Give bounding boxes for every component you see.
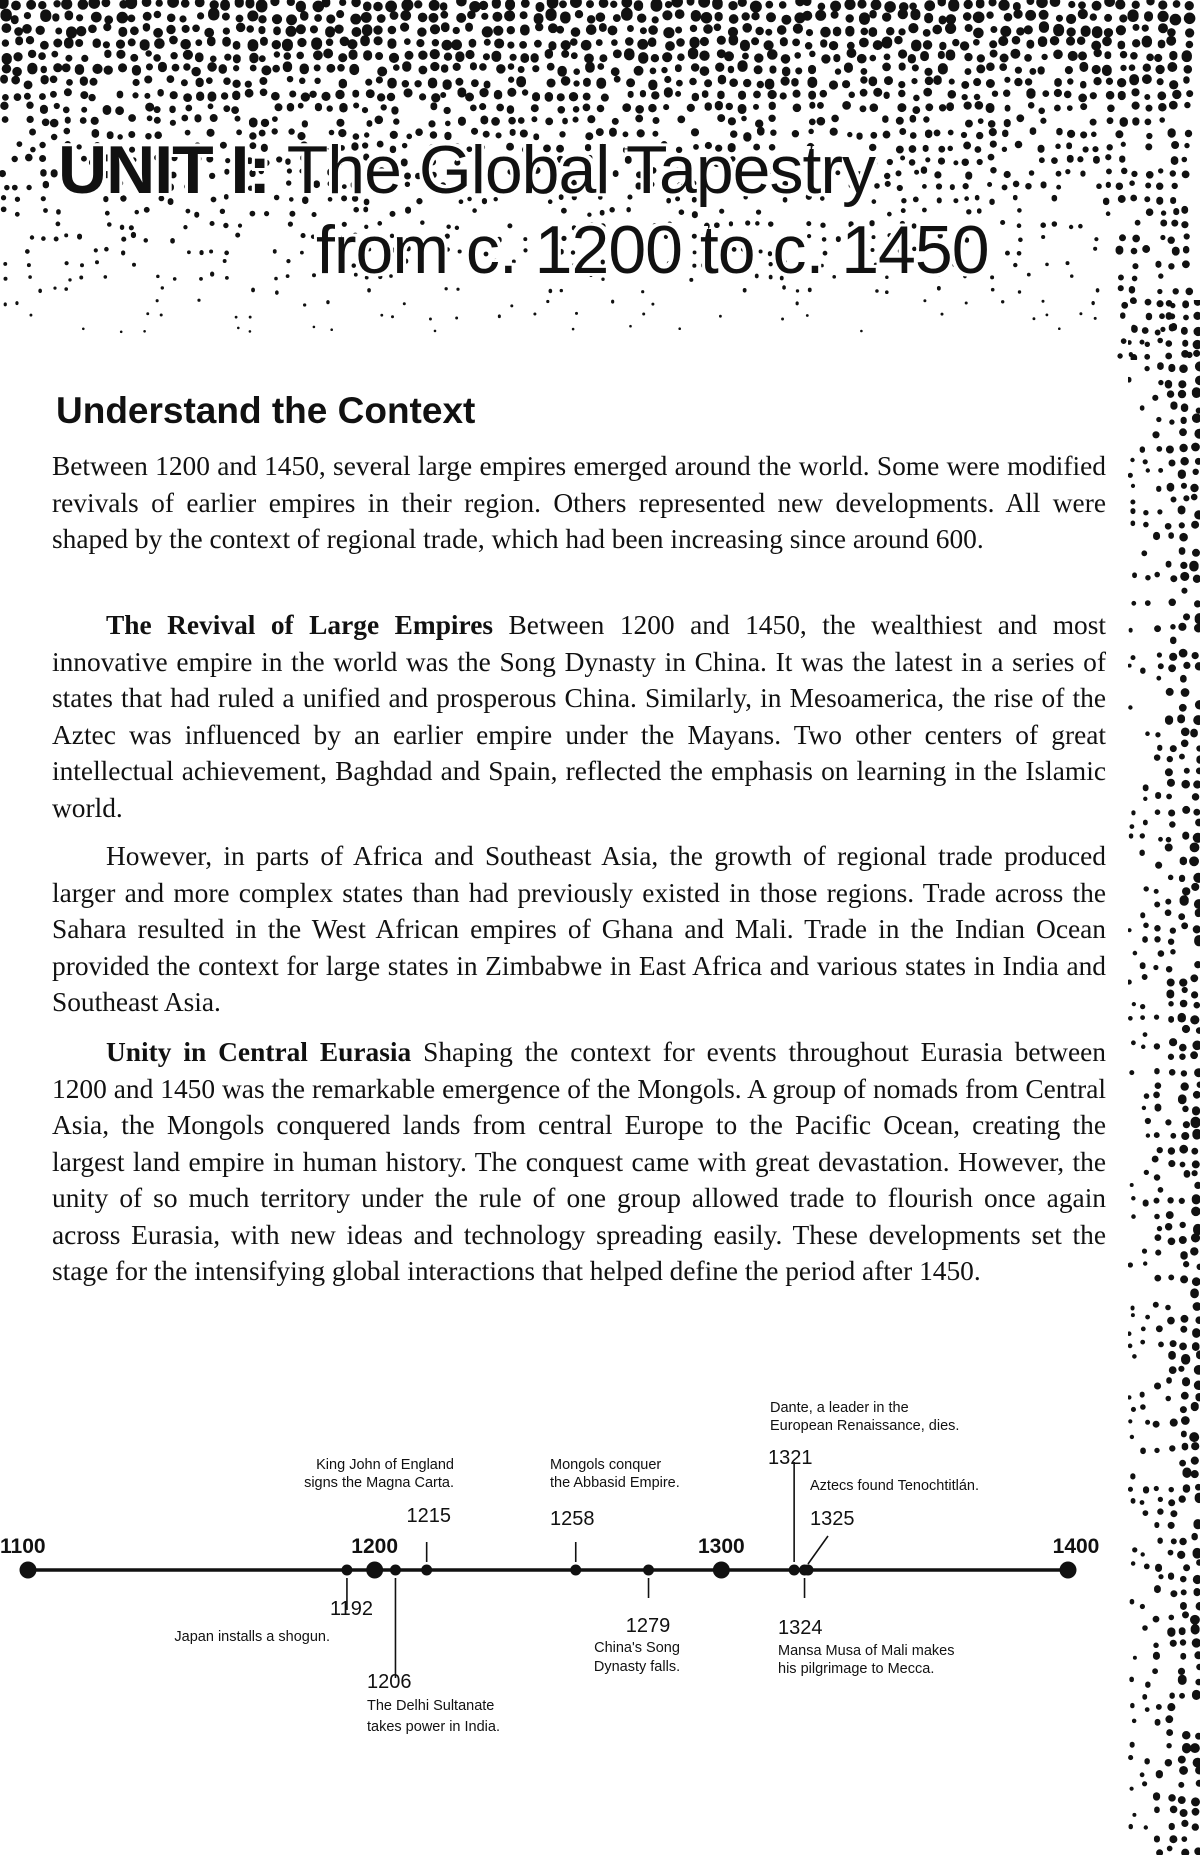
century-label: 1200 <box>351 1535 399 1558</box>
event-year: 1258 <box>550 1508 595 1530</box>
event-year: 1324 <box>778 1617 823 1639</box>
event-year: 1206 <box>367 1671 412 1693</box>
paragraph-text: However, in parts of Africa and Southeast Asia, the growth of regional trade produced larger and more complex states than had previously existed in those regions. Trade across the Sahara resulted in the West African empires of Ghana and Mali. Trade in the Indian Ocean provided the context for large states in Zimbabwe in East Africa and various states in India and Southeast Asia. <box>52 841 1106 1017</box>
century-marker <box>1060 1562 1077 1579</box>
event-caption: The Delhi Sultanate <box>367 1698 495 1714</box>
century-label: 1400 <box>1052 1535 1100 1558</box>
unit-title-part2: from c. 1200 to c. 1450 <box>316 212 989 288</box>
intro-paragraph: Between 1200 and 1450, several large empires emerged around the world. Some were modified revivals of earlier empires in their region. Others represented new developments. All were shaped by the context of regional trade, which had been increasing since around 600. <box>52 451 1106 554</box>
century-marker <box>366 1562 383 1579</box>
event-marker <box>643 1565 654 1576</box>
event-marker <box>390 1565 401 1576</box>
event-caption: Dynasty falls. <box>593 1659 681 1675</box>
paragraph-lead: Unity in Central Eurasia <box>106 1037 412 1067</box>
event-year: 1279 <box>625 1615 671 1637</box>
paragraph-revival <box>52 607 1106 826</box>
century-label: 1100 <box>0 1535 46 1558</box>
event-caption: Mansa Musa of Mali makes <box>778 1643 955 1659</box>
halftone-side-border <box>1128 300 1200 1855</box>
event-caption: takes power in India. <box>367 1719 500 1735</box>
event-year: 1215 <box>406 1505 451 1527</box>
event-connector <box>808 1536 828 1564</box>
halftone-dots <box>1128 300 1200 1855</box>
unit-title <box>58 132 876 208</box>
unit-label: UNIT I: <box>58 132 271 208</box>
event-caption: King John of England <box>316 1457 454 1473</box>
event-marker <box>421 1565 432 1576</box>
event-caption: Aztecs found Tenochtitlán. <box>810 1478 980 1494</box>
paragraph-text: Between 1200 and 1450, the wealthiest and most innovative empire in the world was the Song Dynasty in China. It was the latest in a series of states that had ruled a unified and prosperous China. Similarly, in Mesoamerica, the rise of the Aztec was influenced by an earlier empire under the Mayans. Two other centers of great intellectual achievement, Baghdad and Spain, reflected the emphasis on learning in the Islamic world. <box>52 610 1106 823</box>
paragraph-lead: The Revival of Large Empires <box>106 610 494 640</box>
event-caption: Dante, a leader in the <box>770 1400 909 1416</box>
event-marker <box>570 1565 581 1576</box>
section-heading: Understand the Context <box>56 390 476 431</box>
century-label: 1300 <box>697 1535 745 1558</box>
century-marker <box>20 1562 37 1579</box>
paragraph-text: Shaping the context for events throughout Eurasia between 1200 and 1450 was the remarkable emergence of the Mongols. A group of nomads from Central Asia, the Mongols conquered lands from central Europe to the Pacific Ocean, creating the largest land empire in human history. The conquest came with great devastation. However, the unity of so much territory under the rule of one group allowed trade to flourish once again across Eurasia, with new ideas and technology spreading easily. These developments set the stage for the intensifying global interactions that helped define the period after 1450. <box>52 1037 1106 1286</box>
unit-title-part1: The Global Tapestry <box>286 132 876 208</box>
event-marker <box>341 1565 352 1576</box>
paragraph-eurasia <box>52 1034 1106 1290</box>
event-caption: Mongols conquer <box>550 1457 662 1473</box>
event-caption: his pilgrimage to Mecca. <box>778 1661 935 1677</box>
event-caption: European Renaissance, dies. <box>770 1418 960 1434</box>
event-caption: signs the Magna Carta. <box>304 1475 454 1491</box>
event-year: 1325 <box>810 1508 855 1530</box>
event-marker <box>803 1565 814 1576</box>
paragraph-trade-states <box>52 838 1106 1021</box>
event-year: 1321 <box>768 1447 813 1469</box>
event-marker <box>789 1565 800 1576</box>
event-caption: China's Song <box>594 1640 680 1656</box>
event-caption: the Abbasid Empire. <box>550 1475 680 1491</box>
event-caption: Japan installs a shogun. <box>174 1629 330 1645</box>
century-marker <box>713 1562 730 1579</box>
timeline <box>0 1390 1128 1770</box>
event-year: 1192 <box>329 1598 373 1620</box>
